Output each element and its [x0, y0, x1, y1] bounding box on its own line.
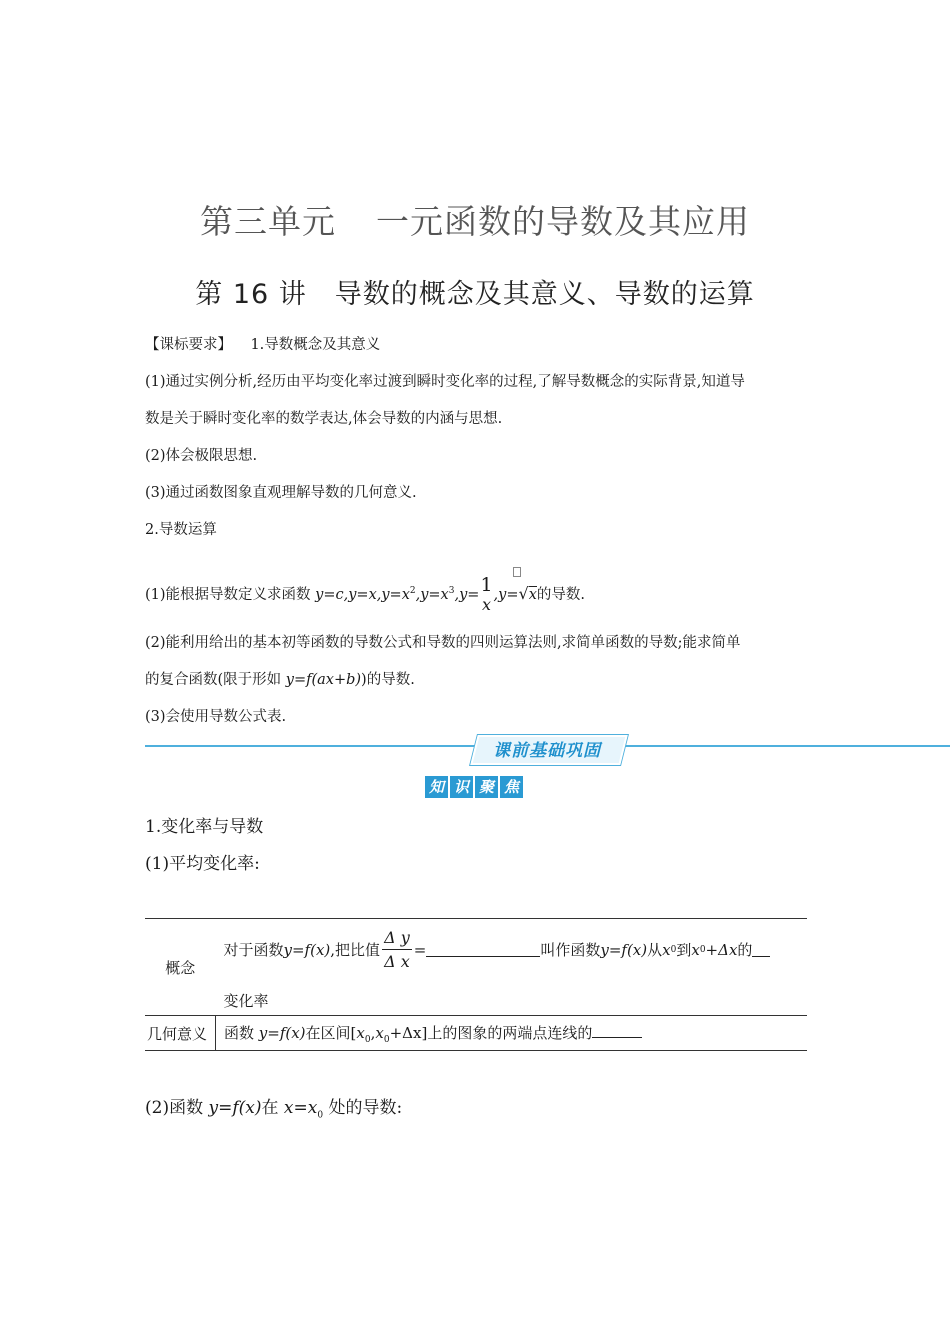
geo-text-b: 在区间[: [305, 1023, 357, 1042]
concept-text-f: 的: [737, 941, 753, 959]
req-q2-line1: (2)能利用给出的基本初等函数的导数公式和导数的四则运算法则,求简单函数的导数;能求简单: [145, 635, 741, 651]
root-expression: [518, 571, 536, 618]
knowledge-badge: [425, 776, 523, 798]
lesson-number: 第 16 讲: [195, 279, 307, 310]
knowledge-char-4: 焦: [500, 776, 523, 798]
geo-b-rest: +Δx: [389, 1023, 422, 1042]
concept-text-e: 到: [676, 941, 692, 959]
concept-func: y=f(x): [283, 940, 331, 959]
concept-x1: x: [691, 940, 700, 959]
geo-comma: ,: [370, 1023, 376, 1042]
average-rate-table: [145, 918, 807, 1051]
concept-text-c: 叫作函数: [540, 941, 601, 959]
req-q1-sup3: 3: [448, 586, 455, 596]
section1-sub1: (1)平均变化率:: [145, 854, 260, 874]
req-q1-mid3: ,y=: [493, 586, 519, 603]
row-content-concept: [216, 919, 808, 1016]
requirements-heading: [145, 335, 380, 355]
delta-x: Δ x: [384, 951, 410, 971]
sub2-x-sub: 0: [317, 1110, 324, 1121]
req-p1-line2: 数是关于瞬时变化率的数学表达,体会导数的内涵与思想.: [145, 411, 503, 427]
concept-x1-sub: 0: [699, 944, 706, 955]
item2-heading: 2.导数运算: [145, 522, 217, 538]
req-p1-line1: (1)通过实例分析,经历由平均变化率过渡到瞬时变化率的过程,了解导数概念的实际背景,知道导: [145, 374, 745, 390]
root-radicand: x: [528, 586, 537, 603]
geo-b: x: [375, 1023, 384, 1042]
fill-blank-1[interactable]: [426, 942, 540, 957]
concept-x0: x: [662, 940, 671, 959]
concept-func2: y=f(x): [600, 940, 648, 959]
knowledge-char-1: 知: [425, 776, 448, 798]
geo-text-c: ]上的图象的两端点连线的: [421, 1023, 593, 1042]
concept-x1-rest: +Δx: [705, 940, 738, 959]
row-label-concept: 概念: [145, 919, 216, 1016]
sub2-x: x=x: [283, 1098, 318, 1118]
req-q1: [145, 568, 585, 618]
req-q2-prefix: 的复合函数(限于形如: [145, 672, 286, 688]
banner-label: 课前基础巩固: [493, 741, 601, 761]
delta-y: Δ y: [382, 929, 412, 950]
geo-a-sub: 0: [364, 1034, 371, 1045]
fill-blank-3[interactable]: [592, 1023, 642, 1038]
req-q3: (3)会使用导数公式表.: [145, 709, 287, 725]
lesson-title: [0, 272, 950, 311]
concept-line2: 变化率: [223, 991, 269, 1010]
concept-text-d: 从: [647, 941, 663, 959]
geo-func: y=f(x): [258, 1023, 306, 1042]
knowledge-char-2: 识: [450, 776, 473, 798]
section1-sub2: [145, 1093, 402, 1120]
req-p2: (2)体会极限思想.: [145, 448, 258, 464]
geo-text-a: 函数: [224, 1023, 259, 1042]
concept-text-a: 对于函数: [223, 941, 284, 959]
req-q2-func: y=f(ax+b): [285, 672, 362, 688]
unit-name: 一元函数的导数及其应用: [376, 202, 750, 241]
req-p3: (3)通过函数图象直观理解导数的几何意义.: [145, 485, 417, 501]
req-q1-mid2: ,y=: [454, 586, 480, 603]
item1-heading: 1.导数概念及其意义: [250, 337, 381, 353]
lesson-name: 导数的概念及其意义、导数的运算: [334, 279, 755, 310]
req-q1-prefix: (1)能根据导数定义求函数: [145, 586, 316, 603]
req-q2-line2: [145, 670, 415, 690]
fill-blank-2[interactable]: [752, 942, 770, 957]
sub2-suffix: 处的导数:: [323, 1098, 403, 1118]
concept-eq: =: [413, 940, 427, 959]
row-label-geometry: 几何意义: [145, 1016, 216, 1051]
req-q1-sup2: 2: [409, 586, 416, 596]
sub2-mid: 在: [261, 1098, 284, 1118]
requirements-tag: 【课标要求】: [145, 337, 232, 353]
unit-number: 第三单元: [200, 202, 336, 241]
concept-x0-sub: 0: [670, 944, 677, 955]
geo-b-sub: 0: [383, 1034, 390, 1045]
unit-title: [0, 196, 950, 243]
req-q1-suffix: 的导数.: [536, 586, 585, 603]
radical-sign-icon: √: [518, 583, 529, 603]
frac-numerator: 1: [480, 574, 493, 597]
geo-a: x: [356, 1023, 365, 1042]
req-q1-mid: ,y=x: [415, 586, 449, 603]
sub2-prefix: (2)函数: [145, 1098, 209, 1118]
sub2-func: y=f(x): [208, 1098, 262, 1118]
reciprocal-fraction: [480, 576, 492, 613]
banner-line-left: [145, 745, 480, 747]
req-q1-funcs: y=c,y=x,y=x: [315, 586, 410, 603]
frac-denominator: x: [481, 595, 491, 615]
concept-text-b: ,把比值: [330, 941, 381, 959]
table-row-concept: [145, 919, 807, 1016]
req-q2-suffix: )的导数.: [361, 672, 415, 688]
row-content-geometry: [216, 1016, 808, 1051]
banner-line-right: [614, 745, 950, 747]
concept-line1: [224, 924, 808, 976]
root-index-placeholder: [513, 567, 521, 577]
table-row-geometry: [145, 1016, 807, 1051]
delta-fraction: [382, 929, 412, 970]
section1-heading: 1.变化率与导数: [145, 817, 264, 837]
knowledge-char-3: 聚: [475, 776, 498, 798]
